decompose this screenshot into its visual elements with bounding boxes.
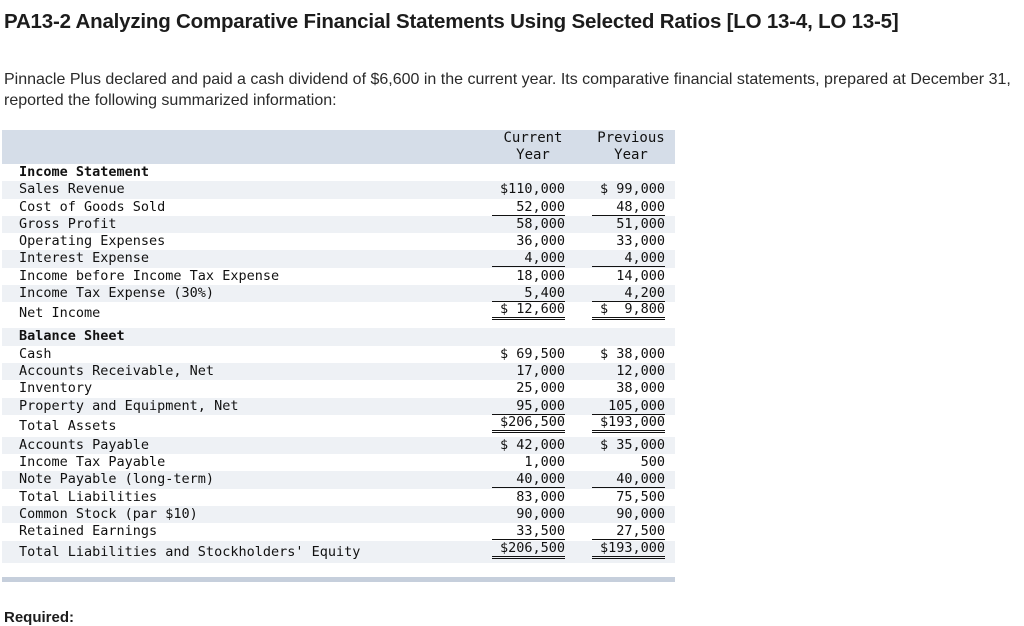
current-value: $ 12,600 (492, 302, 565, 320)
row-label: Income before Income Tax Expense (19, 267, 280, 284)
table-row (2, 380, 675, 397)
current-value: $ 42,000 (499, 436, 565, 453)
row-label: Sales Revenue (19, 181, 125, 198)
table-row (2, 285, 675, 302)
previous-value: 500 (640, 454, 665, 471)
previous-value: 4,000 (592, 250, 665, 267)
table-row (2, 398, 675, 415)
row-label: Cost of Goods Sold (19, 198, 166, 215)
table-row (2, 199, 675, 216)
table-row (2, 302, 675, 324)
table-row (2, 328, 675, 345)
current-value: 58,000 (516, 215, 565, 232)
problem-intro: Pinnacle Plus declared and paid a cash dividend of $6,600 in the current year. Its comparative financial statements, prepared at December 31, reported the following summarized information: (4, 71, 1011, 109)
previous-value: $ 38,000 (599, 345, 665, 362)
row-label: Total Assets (19, 417, 117, 434)
current-value: 33,500 (492, 523, 565, 540)
row-label: Total Liabilities and Stockholders' Equity (19, 543, 361, 560)
row-label: Inventory (19, 380, 93, 397)
previous-value: $ 99,000 (599, 181, 665, 198)
current-value: 25,000 (516, 380, 565, 397)
previous-value: 48,000 (592, 199, 665, 216)
previous-year-label: Previous Year (597, 130, 665, 163)
current-value: 5,400 (492, 285, 565, 302)
row-label: Income Tax Payable (19, 454, 166, 471)
page-title: PA13-2 Analyzing Comparative Financial Statements Using Selected Ratios [LO 13-4, LO 13-5] (4, 10, 899, 33)
table-row (2, 541, 675, 563)
previous-value: 105,000 (592, 398, 665, 415)
row-label: Gross Profit (19, 215, 117, 232)
table-row (2, 506, 675, 523)
previous-value: 12,000 (616, 362, 665, 379)
table-row (2, 415, 675, 437)
row-label: Property and Equipment, Net (19, 397, 239, 414)
previous-year-header (587, 130, 675, 163)
financial-statements-table (2, 130, 675, 563)
current-value: 90,000 (516, 506, 565, 523)
table-row (2, 216, 675, 233)
current-value: 36,000 (516, 233, 565, 250)
table-row (2, 454, 675, 471)
row-label: Operating Expenses (19, 233, 166, 250)
previous-value: $ 35,000 (599, 436, 665, 453)
previous-value: 38,000 (616, 380, 665, 397)
current-value: 18,000 (516, 267, 565, 284)
table-row (2, 363, 675, 380)
row-label: Common Stock (par $10) (19, 506, 198, 523)
required-heading: Required: (4, 609, 75, 626)
table-row (2, 437, 675, 454)
row-label: Retained Earnings (19, 523, 158, 540)
previous-value: 75,500 (616, 488, 665, 505)
table-row (2, 471, 675, 488)
current-value: 52,000 (492, 199, 565, 216)
current-value: $ 69,500 (499, 345, 565, 362)
current-value: 40,000 (492, 471, 565, 488)
previous-value: 4,200 (592, 285, 665, 302)
current-value: $206,500 (492, 541, 565, 559)
table-row (2, 268, 675, 285)
row-label: Income Tax Expense (30%) (19, 285, 215, 302)
table-row (2, 523, 675, 540)
previous-value: $193,000 (592, 415, 665, 433)
row-label: Accounts Receivable, Net (19, 362, 215, 379)
current-value: $206,500 (492, 415, 565, 433)
previous-value: $193,000 (592, 541, 665, 559)
table-header (2, 130, 675, 164)
table-row (2, 233, 675, 250)
row-label: Net Income (19, 305, 101, 322)
current-value: 1,000 (524, 454, 565, 471)
previous-value: 40,000 (592, 471, 665, 488)
previous-value: $ 9,800 (592, 302, 665, 320)
table-row (2, 489, 675, 506)
row-label: Accounts Payable (19, 436, 150, 453)
current-value: 83,000 (516, 488, 565, 505)
table-row (2, 250, 675, 267)
table-row (2, 346, 675, 363)
previous-value: 90,000 (616, 506, 665, 523)
table-row (2, 164, 675, 181)
row-label: Total Liabilities (19, 488, 158, 505)
current-value: 95,000 (492, 398, 565, 415)
current-year-header (489, 130, 577, 163)
previous-value: 33,000 (616, 233, 665, 250)
row-label: Note Payable (long-term) (19, 471, 215, 488)
row-label: Cash (19, 345, 52, 362)
current-value: 17,000 (516, 362, 565, 379)
section-heading: Income Statement (19, 164, 150, 180)
table-row (2, 181, 675, 198)
current-year-label: Current Year (503, 130, 563, 163)
previous-value: 27,500 (592, 523, 665, 540)
current-value: $110,000 (499, 181, 565, 198)
section-heading: Balance Sheet (19, 328, 125, 345)
previous-value: 51,000 (616, 215, 665, 232)
previous-value: 14,000 (616, 267, 665, 284)
row-label: Interest Expense (19, 250, 150, 267)
table-bottom-divider (2, 577, 675, 582)
current-value: 4,000 (492, 250, 565, 267)
